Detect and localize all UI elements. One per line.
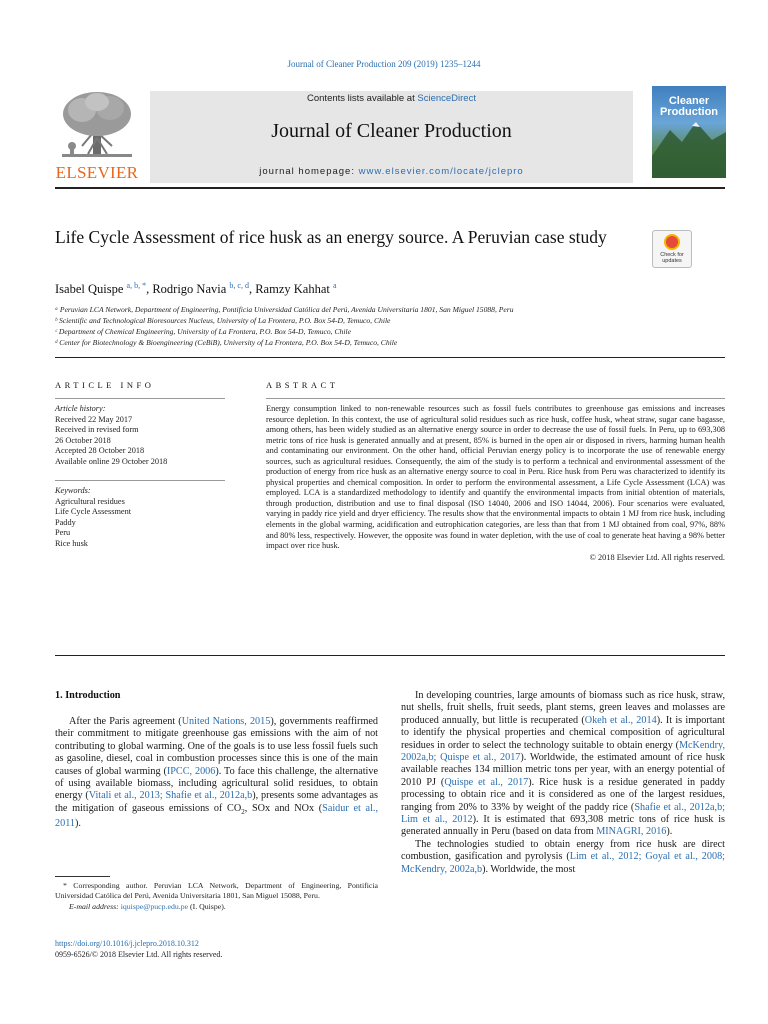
abstract-heading: ABSTRACT: [266, 380, 339, 390]
paragraph: [401, 839, 725, 876]
history-item: Received in revised form: [55, 425, 139, 434]
author-affiliation-marker[interactable]: a, b, *: [126, 281, 147, 290]
author-name[interactable]: Rodrigo Navia: [152, 282, 227, 297]
citation-link[interactable]: Saidur et al., 2011: [55, 802, 378, 830]
paragraph: [401, 690, 725, 839]
citation-link[interactable]: Quispe et al., 2017: [444, 776, 529, 788]
footnote-rule: [55, 876, 110, 877]
paragraph-text: ). It is important to identify the physical properties and chemical composition of agricultural residues in order to select the technology suitable to obtain energy (: [401, 714, 725, 751]
paragraph-text: , SOx and NOx (: [244, 802, 323, 814]
elsevier-logo[interactable]: [52, 88, 142, 183]
contents-line: [150, 93, 633, 104]
paragraph-text: After the Paris agreement (: [69, 716, 182, 727]
keyword: Peru: [55, 528, 71, 537]
article-info-rule: [55, 398, 225, 399]
paragraph-text: ), presents some advantages as the mitigation of gaseous emissions of CO: [55, 790, 378, 814]
journal-title: Journal of Cleaner Production: [271, 120, 512, 142]
body-column-left: [55, 716, 378, 831]
issn-line: 0959-6526/© 2018 Elsevier Ltd. All rights reserved.: [55, 949, 223, 959]
affiliation-a: ᵃ Peruvian LCA Network, Department of Engineering, Pontificia Universidad Católica del Perú, Avenida Universitaria 1801, San Miguel 15088, Peru: [55, 305, 514, 314]
author-name[interactable]: Isabel Quispe: [55, 282, 124, 297]
abstract-copyright: © 2018 Elsevier Ltd. All rights reserved.: [589, 552, 725, 562]
tree-icon: [52, 88, 142, 162]
elsevier-wordmark: ELSEVIER: [55, 163, 139, 182]
abstract-rule: [266, 398, 725, 399]
homepage-prefix: journal homepage:: [259, 166, 359, 177]
article-info-heading: ARTICLE INFO: [55, 380, 155, 390]
affiliation-c: ᶜ Department of Chemical Engineering, University of La Frontera, P.O. Box 54-D, Temuco, Chile: [55, 327, 351, 336]
paragraph-text: ).: [666, 826, 673, 838]
history-item: Accepted 28 October 2018: [55, 446, 145, 455]
check-for-updates-button[interactable]: [652, 230, 692, 268]
body-column-right: [401, 690, 725, 876]
check-for-updates-label: Check for updates: [660, 252, 684, 264]
citation-link[interactable]: MINAGRI, 2016: [596, 826, 667, 838]
abstract-bottom-rule: [55, 655, 725, 656]
contents-prefix: Contents lists available at: [307, 93, 418, 104]
citation-link[interactable]: Okeh et al., 2014: [584, 714, 657, 726]
affiliation-b: ᵇ Scientific and Technological Bioresources Nucleus, University of La Frontera, P.O. Box 54-D, Temuco, Chile: [55, 316, 391, 325]
author-affiliation-marker[interactable]: b, c, d: [229, 281, 249, 290]
email-label: E-mail address:: [69, 901, 121, 911]
paragraph-text: ), governments reaffirmed their commitment to mitigate greenhouse gas emissions with the aim of not contributing to global warming. One of the goals is to use less fossil fuels such as gasoline, diesel, coal in combustion processes since this is one of the main causes of global warming (: [55, 716, 378, 777]
title-block-rule: [55, 357, 725, 358]
citation-link[interactable]: IPCC, 2006: [166, 765, 216, 777]
paragraph-text: ). Worldwide, the estimated amount of rice husk available reaches 134 million metric tons per year, with an energy potential of 2010 PJ (: [401, 752, 726, 788]
article-title: Life Cycle Assessment of rice husk as an energy source. A Peruvian case study: [55, 227, 607, 247]
keywords-label: Keywords:: [55, 486, 91, 495]
keywords: [55, 486, 235, 549]
citation-link[interactable]: McKendry, 2002a,b; Quispe et al., 2017: [401, 739, 725, 764]
update-icon: [664, 234, 680, 250]
paragraph-text: ). To face this challenge, the alternative of using available biomass, including agricultural solid residues, to obtain energy (: [55, 765, 378, 802]
citation-link[interactable]: Shafie et al., 2012a,b; Lim et al., 2012: [401, 801, 725, 826]
paragraph: [55, 716, 378, 831]
history-item: Available online 29 October 2018: [55, 456, 168, 466]
abstract-text: Energy consumption linked to non-renewable resources such as fossil fuels contributes to greenhouse gas emissions and increases resource depletion. In this context, the use of agricultural solid residues such as rice husk, coffee husk, wheat straw, sugar cane bagasse, among others, has been widely studied as an alternative energy source in order to decrease the use of fossil fuels. In Peru, up to 693,308 metric tons of rice husk is generated annually and at present, 85% is burned in the open air or disposed in rivers, harming human health and contaminating our environment. On the other hand, official Peruvian energy policy is to incorporate the use of renewable energy sources, such as agricultural residues. Consequently, the aim of the study is to perform a technical and environmental assessment of the production of energy from rice husk as an alternative energy source to coal in Peru. Rice husk from Peru was characterized to identify its physical properties and chemical composition. In order to perform the environmental assessment, a Life Cycle Assessment (LCA) was employed. LCA is a standardized methodology to identify and quantify the environmental impacts from initial obtention of materials, through production, distribution and use to final disposal (ISO 14040, 2006 and ISO 14044, 2006). Four scenarios were evaluated, varying in paddy rice yield and dryer efficiency. The results show that the environmental impacts to obtain 1 MJ from rice husk, including elements in the global warming, acidification and eutrophication categories, are less than that from 1 MJ obtained from coal, 97%, 88% and 80% less, respectively. However, the opposite was found in water depletion, with the use of coal to generate heat having a 98% better impact over rice husk.: [266, 404, 725, 551]
corresponding-author-note: [55, 881, 378, 912]
sciencedirect-link[interactable]: ScienceDirect: [417, 93, 476, 104]
doi-block: [55, 939, 222, 960]
corresponding-text: * Corresponding author. Peruvian LCA Network, Department of Engineering, Pontificia Universidad Católica del Perú, Avenida Universitaria 1801, San Miguel 15088, Peru.: [55, 881, 378, 901]
citation-link[interactable]: Vitali et al., 2013; Shafie et al., 2012a,b: [88, 790, 253, 802]
paragraph-text: ). Worldwide, the most: [482, 863, 576, 875]
history-item: Received 22 May 2017: [55, 414, 133, 424]
homepage-link[interactable]: www.elsevier.com/locate/jclepro: [358, 166, 524, 177]
citation-link[interactable]: Lim et al., 2012; Goyal et al., 2008; McKendry, 2002a,b: [401, 851, 725, 875]
doi-link[interactable]: https://doi.org/10.1016/j.jclepro.2018.10.312: [55, 939, 199, 948]
history-label: Article history:: [55, 404, 106, 413]
keyword: Paddy: [55, 517, 76, 527]
paragraph-text: In developing countries, large amounts of biomass such as rice husk, straw, nut shells, fruit shells, fruit seeds, plant stems, green leaves and molasses are produced annually, but little is recuperated (: [401, 690, 725, 726]
paragraph-text: ). Rice husk is a residue generated in paddy processing to obtain rice and it is considered as one of the largest residues, ranging from 20% to 33% by weight of the paddy rice (: [401, 776, 725, 813]
keyword: Life Cycle Assessment: [55, 507, 132, 516]
journal-homepage: [150, 166, 633, 177]
journal-cover[interactable]: [652, 86, 726, 178]
paragraph-text: ).: [75, 818, 81, 830]
subscript: 2: [241, 807, 245, 816]
author-name[interactable]: Ramzy Kahhat: [255, 282, 330, 297]
citation-link[interactable]: United Nations, 2015: [181, 716, 271, 727]
affiliations: [55, 304, 695, 348]
history-item: 26 October 2018: [55, 435, 111, 445]
email-suffix: (I. Quispe).: [188, 901, 226, 911]
section-heading: 1. Introduction: [55, 690, 121, 701]
journal-citation[interactable]: Journal of Cleaner Production 209 (2019) 1235–1244: [287, 59, 481, 69]
paragraph-text: ). It is estimated that 693,308 metric tons of rice husk is generated annually in Peru (based on data from: [401, 814, 725, 838]
author-list: Isabel Quispe $^{a, b, *}$, Rodrigo Navia $^{b, c, d}$, Ramzy Kahhat $^a$: [55, 281, 337, 297]
keyword: Agricultural residues: [55, 496, 125, 506]
abstract-body: [266, 404, 725, 563]
cover-title: Cleaner Production: [659, 95, 719, 118]
keyword: Rice husk: [55, 538, 88, 548]
email-link[interactable]: iquispe@pucp.edu.pe: [120, 901, 189, 911]
mountain-icon: [652, 86, 726, 178]
keywords-rule: [55, 480, 225, 481]
paragraph-text: The technologies studied to obtain energy from rice husk are direct combustion, gasification and pyrolysis (: [401, 838, 725, 863]
article-history: [55, 404, 235, 467]
affiliation-d: ᵈ Center for Biotechnology & Bioengineering (CeBiB), University of La Frontera, P.O. Box 54-D, Temuco, Chile: [55, 338, 398, 347]
author-affiliation-marker[interactable]: a: [332, 281, 337, 290]
header-rule: [55, 187, 725, 189]
